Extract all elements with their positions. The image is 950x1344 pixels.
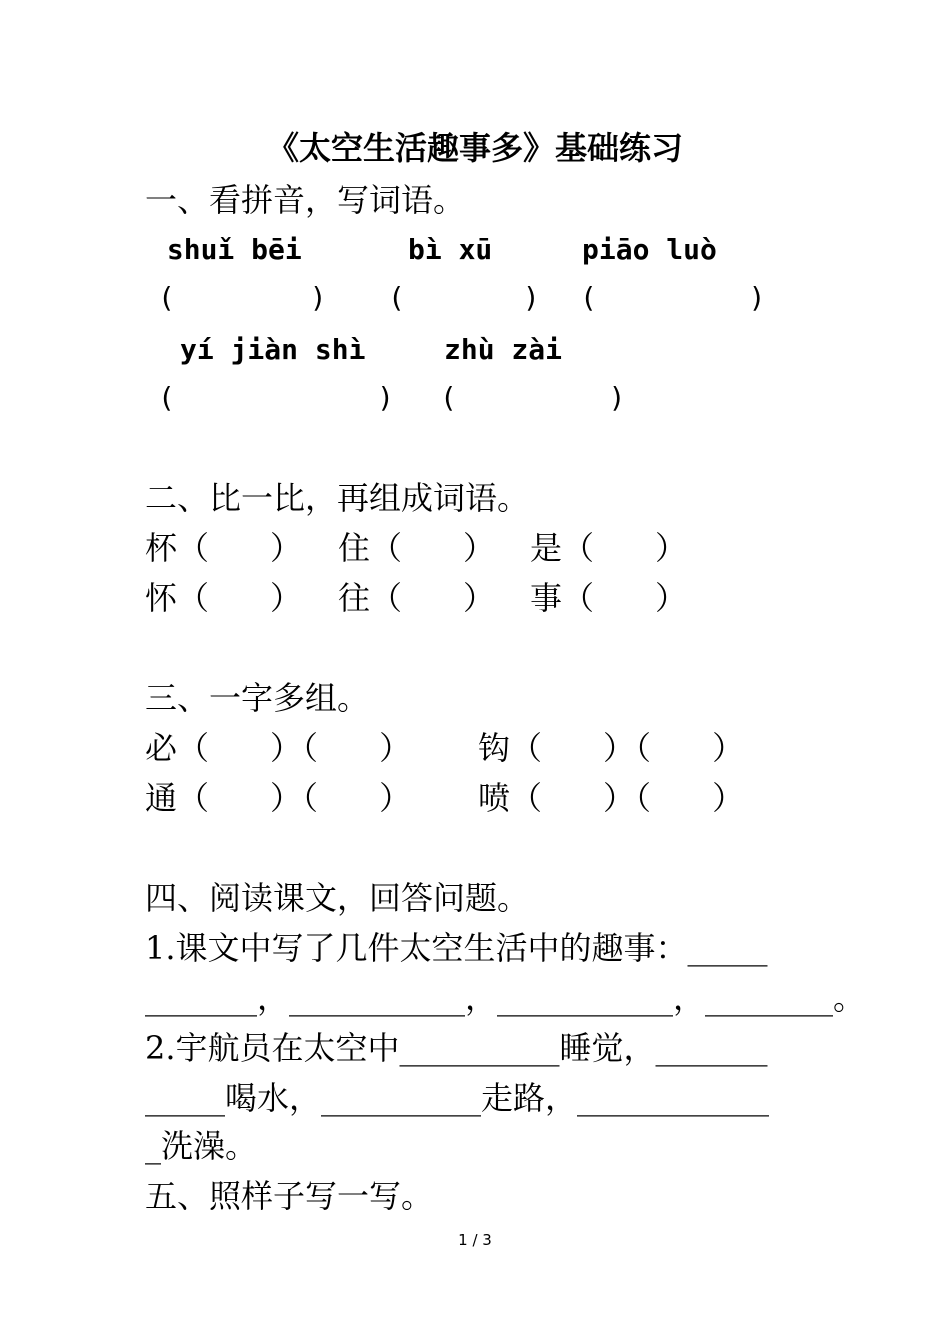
section-4-heading: 四、阅读课文，回答问题。 <box>145 879 530 917</box>
pinyin-item: yí jiàn shì <box>180 333 366 366</box>
pinyin-item: zhù zài <box>444 333 563 366</box>
question-2-continued: _洗澡。 <box>145 1127 258 1165</box>
answer-blank[interactable]: ( ) <box>388 281 540 314</box>
page-title: 《太空生活趣事多》基础练习 <box>266 129 683 167</box>
pinyin-item: piāo luò <box>582 233 717 266</box>
compare-item: 往（ ） <box>338 579 496 617</box>
question-2: 2.宇航员在太空中__________睡觉，_______ <box>145 1029 768 1067</box>
answer-blank[interactable]: ( ) <box>158 281 327 314</box>
question-2-continued: _____喝水，__________走路，____________ <box>145 1079 770 1117</box>
answer-blank[interactable]: ( ) <box>158 381 395 414</box>
word-group-item: 钩（ ）（ ） <box>478 729 745 767</box>
question-1-continued: _______，___________，___________，________。 <box>145 979 866 1017</box>
compare-item: 杯（ ） <box>145 529 303 567</box>
compare-item: 住（ ） <box>338 529 496 567</box>
word-group-item: 通（ ）（ ） <box>145 779 412 817</box>
answer-blank[interactable]: ( ) <box>440 381 626 414</box>
section-2-heading: 二、比一比，再组成词语。 <box>145 479 530 517</box>
section-1-heading: 一、看拼音，写词语。 <box>145 181 466 219</box>
pinyin-item: shuǐ bēi <box>150 233 302 266</box>
word-group-item: 喷（ ）（ ） <box>478 779 745 817</box>
compare-item: 是（ ） <box>530 529 688 567</box>
section-3-heading: 三、一字多组。 <box>145 679 370 717</box>
pinyin-item: bì xū <box>408 233 493 266</box>
compare-item: 怀（ ） <box>145 579 303 617</box>
page-number: 1 / 3 <box>458 1231 492 1249</box>
compare-item: 事（ ） <box>530 579 688 617</box>
answer-blank[interactable]: ( ) <box>580 281 766 314</box>
question-1: 1.课文中写了几件太空生活中的趣事：_____ <box>145 929 768 967</box>
section-5-heading: 五、照样子写一写。 <box>145 1177 434 1215</box>
word-group-item: 必（ ）（ ） <box>145 729 412 767</box>
